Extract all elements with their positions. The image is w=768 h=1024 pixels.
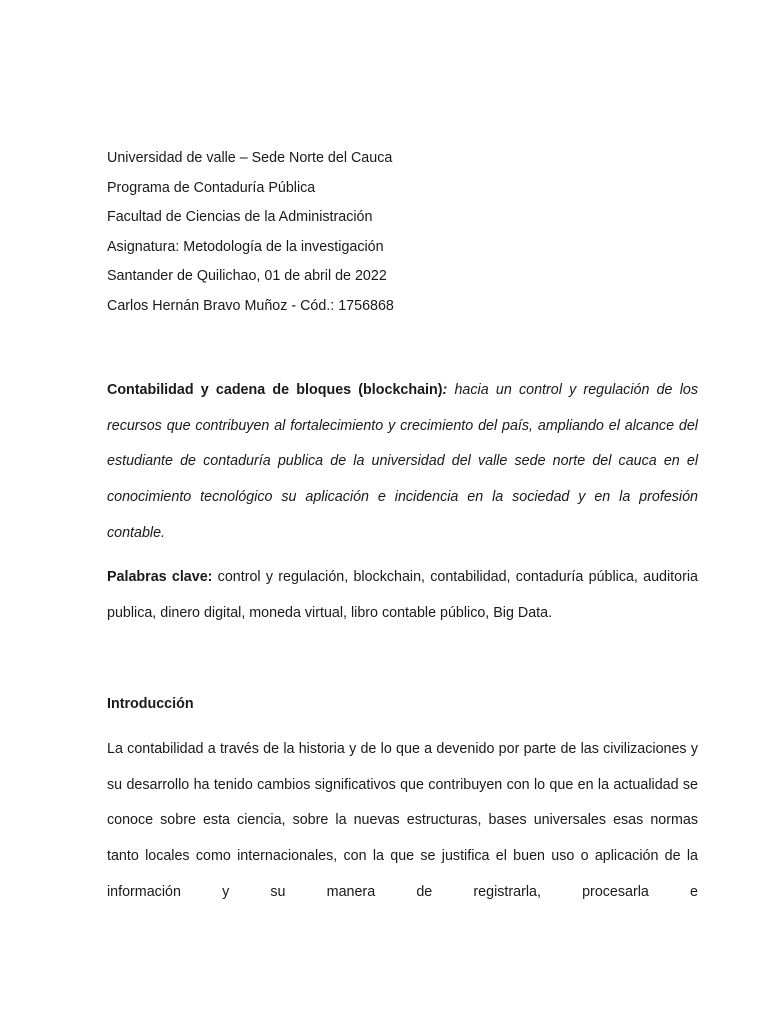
header-subject: Asignatura: Metodología de la investigación (107, 238, 384, 255)
keywords-text: control y regulación, blockchain, contabilidad, contaduría pública, auditoria publica, dinero digital, moneda virtual, libro contable público, Big Data. (107, 569, 698, 621)
introduction-heading: Introducción (107, 696, 194, 712)
header-program: Programa de Contaduría Pública (107, 179, 316, 196)
document-header (107, 144, 707, 321)
header-place-date: Santander de Quilichao, 01 de abril de 2022 (107, 268, 387, 284)
header-author: Carlos Hernán Bravo Muñoz - Cód.: 1756868 (107, 297, 394, 314)
title-colon: : (442, 382, 448, 398)
document-title (107, 373, 698, 552)
keywords-label: Palabras clave: (107, 569, 213, 585)
header-university: Universidad de valle – Sede Norte del Cauca (107, 150, 393, 166)
title-bold: Contabilidad y cadena de bloques (blockchain) (107, 382, 443, 398)
keywords-paragraph (107, 560, 698, 631)
header-faculty: Facultad de Ciencias de la Administración (107, 209, 373, 225)
title-subtitle: hacia un control y regulación de los recursos que contribuyen al fortalecimiento y crecimiento del país, ampliando el alcance del estudiante de contaduría publica de la universidad del valle sede norte del cauca en el conocimiento tecnológico su aplicación e incidencia en la sociedad y en la profesión contable. (107, 382, 698, 541)
introduction-paragraph: La contabilidad a través de la historia y de lo que a devenido por parte de las civilizaciones y su desarrollo ha tenido cambios significativos que contribuyen con lo que en la actualidad se conoce sobre esta ciencia, sobre la nuevas estructuras, bases universales esas normas tanto locales como internacionales, con la que se justifica el buen uso o aplicación de la información y su manera de registrarla, procesarla e (107, 741, 698, 900)
